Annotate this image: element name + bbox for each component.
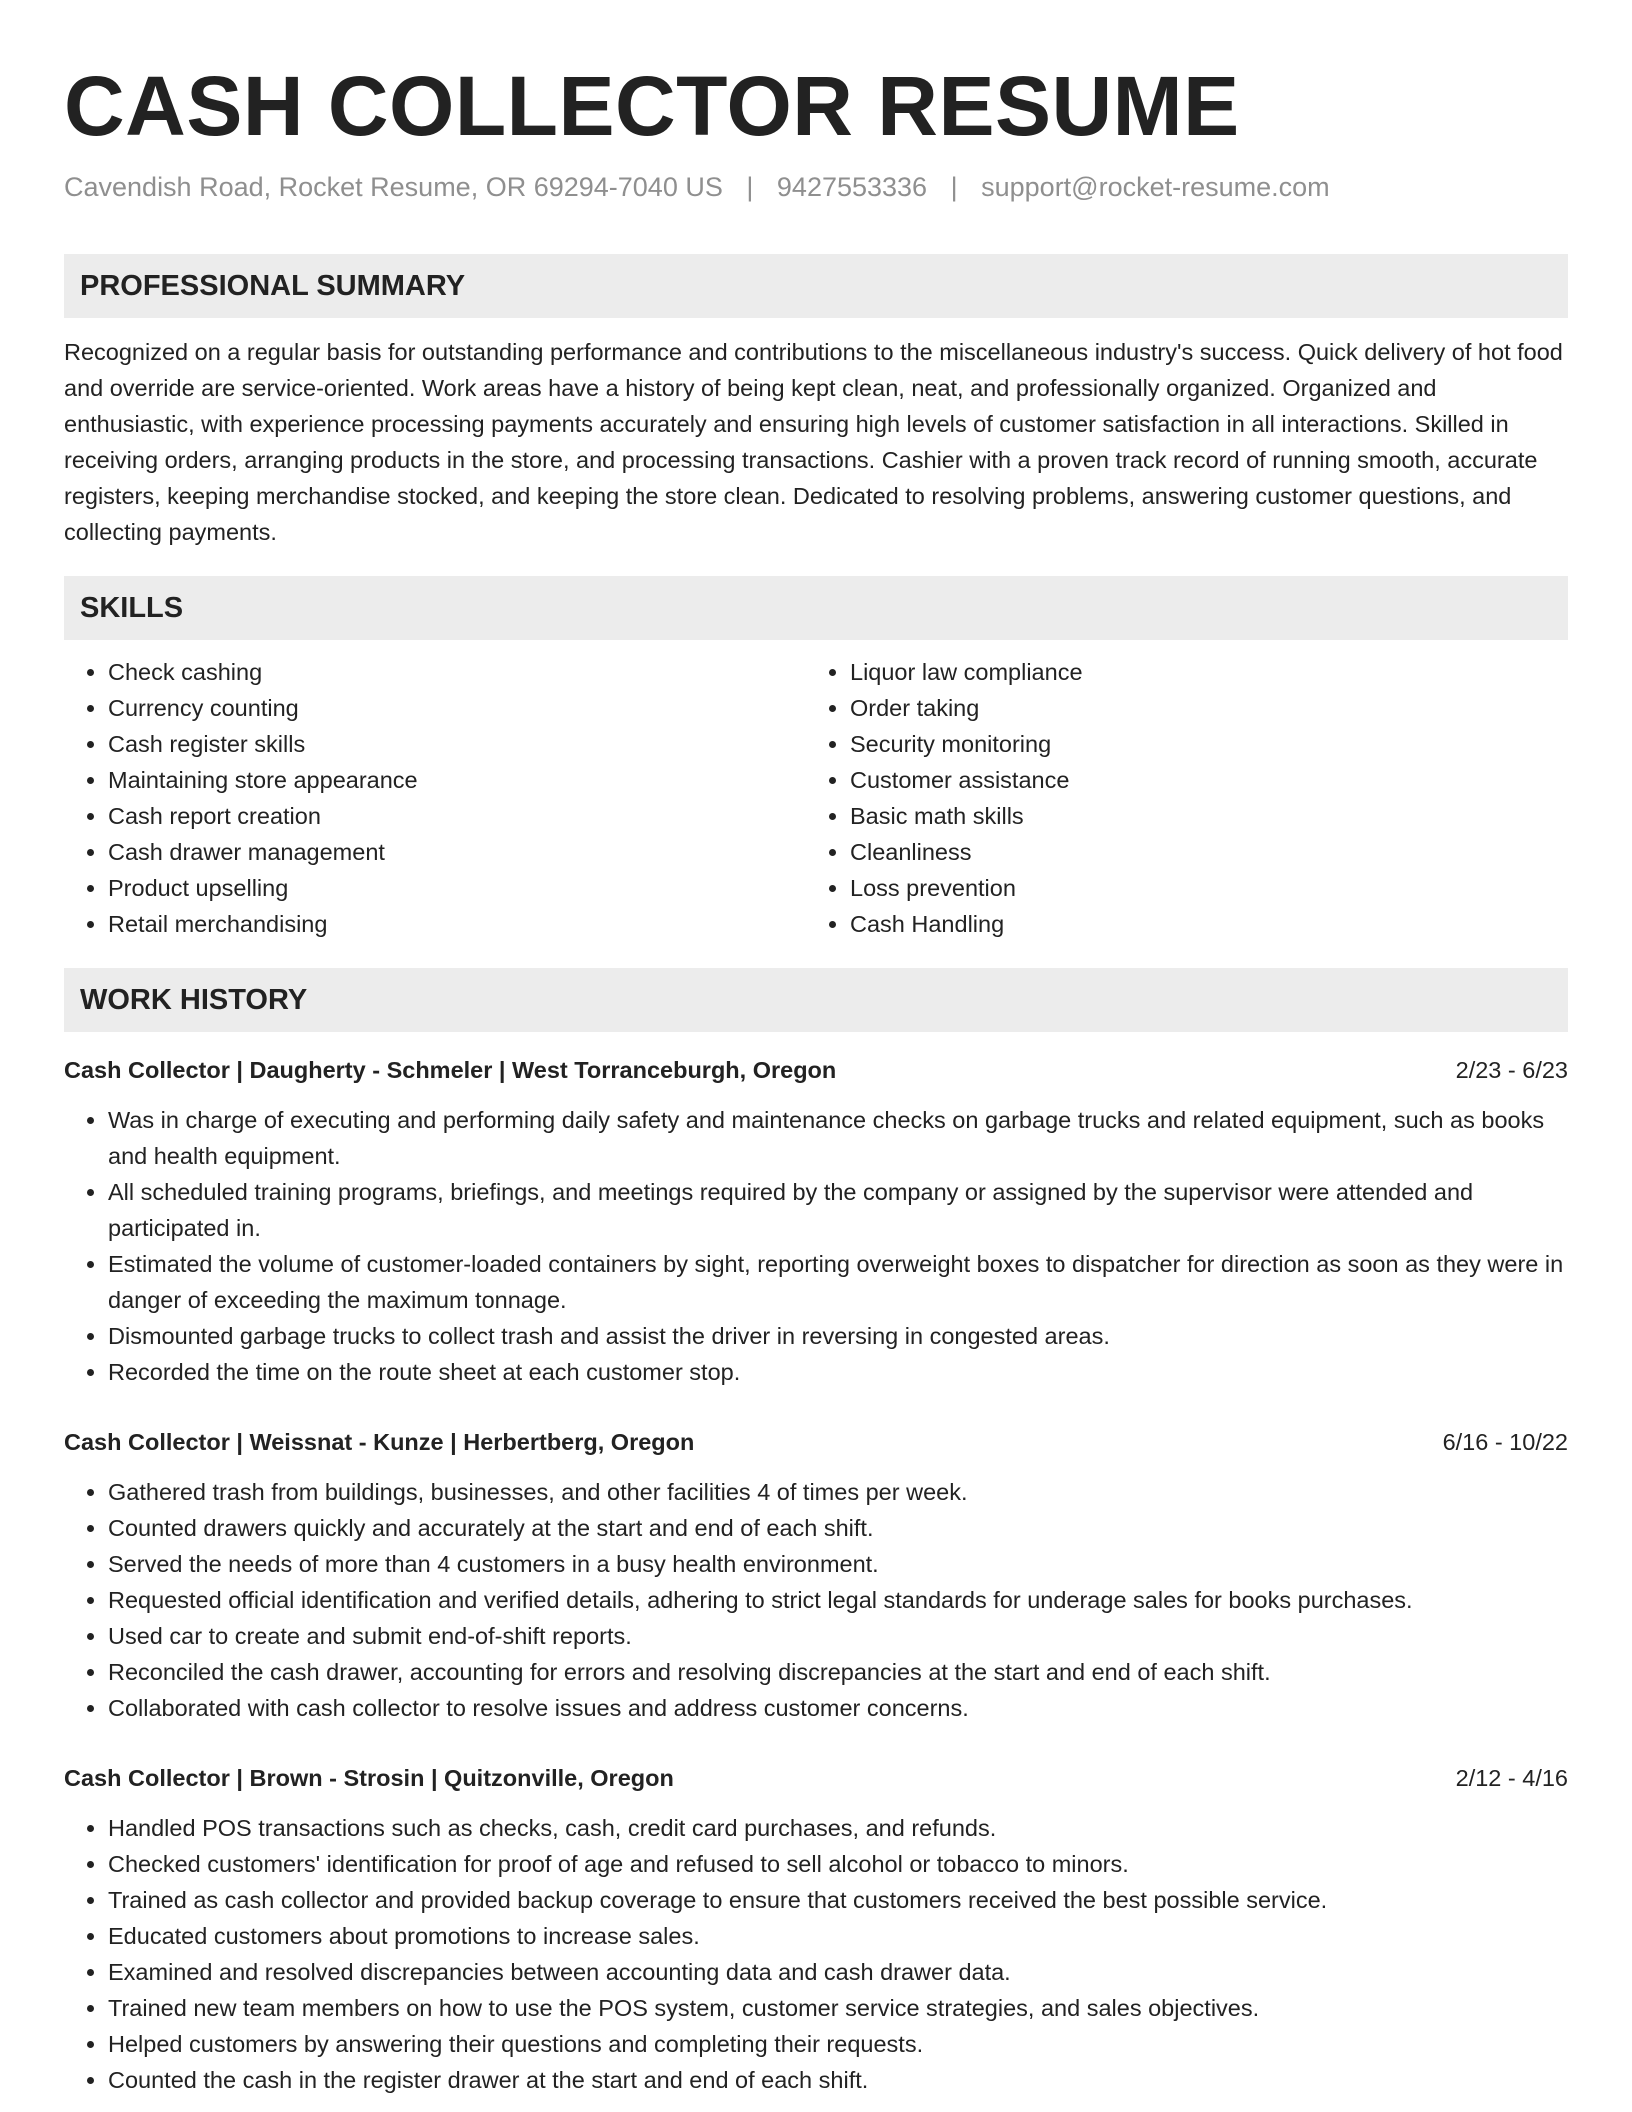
job-bullet: • Helped customers by answering their questions and completing their requests.: [108, 2026, 1568, 2062]
skill-item: • Cash report creation: [108, 798, 806, 834]
job-dates: 2/23 - 6/23: [1455, 1057, 1568, 1083]
skill-item: • Customer assistance: [850, 762, 1548, 798]
skills-heading: SKILLS: [64, 576, 1568, 640]
job-entry: [64, 1052, 1568, 1390]
job-bullet: • Trained as cash collector and provided backup coverage to ensure that customers received the best possible service.: [108, 1882, 1568, 1918]
job-entry: [64, 1760, 1568, 2098]
job-entry: [64, 1424, 1568, 1726]
skills-list: [64, 654, 1568, 942]
skill-item: • Product upselling: [108, 870, 806, 906]
contact-phone: 9427553336: [776, 172, 928, 202]
job-bullet: • Counted the cash in the register drawer at the start and end of each shift.: [108, 2062, 1568, 2098]
job-header: [64, 1052, 1568, 1088]
job-bullet: • Recorded the time on the route sheet at each customer stop.: [108, 1354, 1568, 1390]
job-title: Cash Collector | Brown - Strosin | Quitzonville, Oregon: [64, 1765, 674, 1791]
skill-item: • Liquor law compliance: [850, 654, 1548, 690]
summary-heading: PROFESSIONAL SUMMARY: [64, 254, 1568, 318]
job-bullet: • Educated customers about promotions to increase sales.: [108, 1918, 1568, 1954]
job-header: [64, 1424, 1568, 1460]
skills-column-left: [64, 654, 806, 942]
job-bullet: • Gathered trash from buildings, businesses, and other facilities 4 of times per week.: [108, 1474, 1568, 1510]
job-bullet: • Was in charge of executing and performing daily safety and maintenance checks on garbage trucks and related equipment, such as books and health equipment.: [108, 1102, 1568, 1174]
job-bullet: • Handled POS transactions such as checks, cash, credit card purchases, and refunds.: [108, 1810, 1568, 1846]
skill-item: • Order taking: [850, 690, 1548, 726]
resume-title: CASH COLLECTOR RESUME: [64, 59, 1240, 153]
skill-item: • Cash drawer management: [108, 834, 806, 870]
skill-item: • Security monitoring: [850, 726, 1548, 762]
job-bullet: • Trained new team members on how to use the POS system, customer service strategies, and sales objectives.: [108, 1990, 1568, 2026]
skill-item: • Maintaining store appearance: [108, 762, 806, 798]
work-history-heading: WORK HISTORY: [64, 968, 1568, 1032]
job-bullet: • Checked customers' identification for proof of age and refused to sell alcohol or tobacco to minors.: [108, 1846, 1568, 1882]
skill-item: • Cash register skills: [108, 726, 806, 762]
skill-item: • Cash Handling: [850, 906, 1548, 942]
contact-address: Cavendish Road, Rocket Resume, OR 69294-7040 US: [64, 172, 723, 202]
job-bullets: [64, 1474, 1568, 1726]
job-bullets: [64, 1810, 1568, 2098]
job-bullet: • All scheduled training programs, briefings, and meetings required by the company or assigned by the supervisor were attended and participated in.: [108, 1174, 1568, 1246]
skill-item: • Cleanliness: [850, 834, 1548, 870]
job-header: [64, 1760, 1568, 1796]
job-bullet: • Dismounted garbage trucks to collect trash and assist the driver in reversing in congested areas.: [108, 1318, 1568, 1354]
skills-column-right: [806, 654, 1548, 942]
job-bullet: • Requested official identification and verified details, adhering to strict legal standards for underage sales for books purchases.: [108, 1582, 1568, 1618]
contact-line: [64, 170, 1568, 204]
job-bullet: • Reconciled the cash drawer, accounting for errors and resolving discrepancies at the start and end of each shift.: [108, 1654, 1568, 1690]
job-bullet: • Counted drawers quickly and accurately at the start and end of each shift.: [108, 1510, 1568, 1546]
job-bullet: • Examined and resolved discrepancies between accounting data and cash drawer data.: [108, 1954, 1568, 1990]
job-bullet: • Collaborated with cash collector to resolve issues and address customer concerns.: [108, 1690, 1568, 1726]
skill-item: • Loss prevention: [850, 870, 1548, 906]
contact-separator: |: [950, 172, 958, 202]
skill-item: • Currency counting: [108, 690, 806, 726]
job-bullet: • Used car to create and submit end-of-shift reports.: [108, 1618, 1568, 1654]
job-bullet: • Estimated the volume of customer-loaded containers by sight, reporting overweight boxes to dispatcher for direction as soon as they were in danger of exceeding the maximum tonnage.: [108, 1246, 1568, 1318]
job-dates: 2/12 - 4/16: [1455, 1765, 1568, 1791]
skill-item: • Retail merchandising: [108, 906, 806, 942]
summary-text: Recognized on a regular basis for outstanding performance and contributions to the miscellaneous industry's success. Quick delivery of hot food and override are service-oriented. Work areas have a history of being kept clean, neat, and professionally organized. Organized and enthusiastic, with experience processing payments accurately and ensuring high levels of customer satisfaction in all interactions. Skilled in receiving orders, arranging products in the store, and processing transactions. Cashier with a proven track record of running smooth, accurate registers, keeping merchandise stocked, and keeping the store clean. Dedicated to resolving problems, answering customer questions, and collecting payments.: [64, 339, 1563, 545]
job-dates: 6/16 - 10/22: [1442, 1429, 1568, 1455]
contact-email: support@rocket-resume.com: [981, 172, 1330, 202]
job-bullets: [64, 1102, 1568, 1390]
contact-separator: |: [746, 172, 754, 202]
resume-page: [64, 56, 1568, 2098]
skill-item: • Check cashing: [108, 654, 806, 690]
job-bullet: • Served the needs of more than 4 customers in a busy health environment.: [108, 1546, 1568, 1582]
job-title: Cash Collector | Daugherty - Schmeler | West Torranceburgh, Oregon: [64, 1057, 837, 1083]
skill-item: • Basic math skills: [850, 798, 1548, 834]
job-title: Cash Collector | Weissnat - Kunze | Herbertberg, Oregon: [64, 1429, 695, 1455]
